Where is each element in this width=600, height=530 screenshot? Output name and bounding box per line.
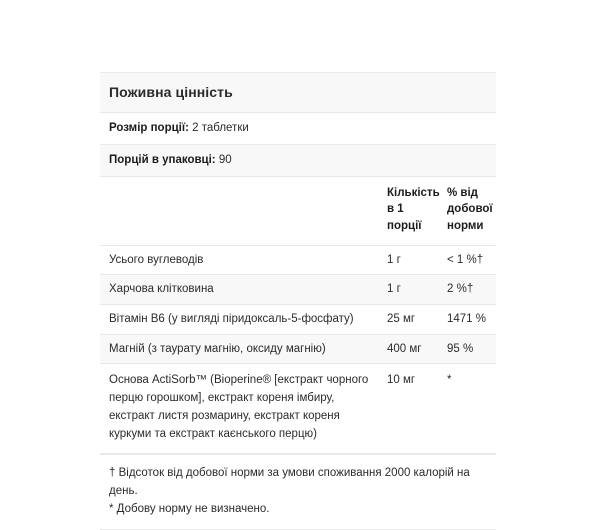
column-header-daily-value (438, 176, 496, 245)
footnote-daily-value: † Відсоток від добової норми за умови споживання 2000 калорій на день. (109, 466, 470, 497)
nutrient-name: Магній (з таурату магнію, оксиду магнію) (100, 334, 378, 364)
nutrient-daily-value: * (438, 364, 496, 453)
column-header-daily-value-line2: добової (447, 203, 493, 216)
nutrient-amount: 10 мг (378, 364, 438, 453)
nutrient-name: Усього вуглеводів (100, 245, 378, 275)
nutrient-name: Основа ActiSorb™ (Bioperine® [екстракт чорного перцю горошком], екстракт кореня імбиру, екстракт листя розмарину, екстракт кореня куркуми та екстракт каєнського перцю) (100, 364, 378, 453)
column-header-daily-value-line3: норми (447, 219, 484, 232)
nutrient-amount: 1 г (378, 275, 438, 305)
table-row (100, 364, 496, 453)
table-row (100, 275, 496, 305)
column-header-amount-line2: в 1 порції (387, 203, 422, 232)
supplement-facts-panel (100, 72, 496, 530)
column-header-amount-line1: Кількість (387, 186, 440, 199)
serving-size-value: 2 таблетки (192, 122, 249, 135)
column-header-name (100, 176, 378, 245)
servings-per-container-label: Порцій в упаковці: (109, 153, 216, 166)
footnote-no-daily-value: * Добову норму не визначено. (109, 503, 270, 516)
nutrient-daily-value: < 1 %† (438, 245, 496, 275)
table-row-title (100, 73, 496, 113)
nutrient-name: Харчова клітковина (100, 275, 378, 305)
nutrient-daily-value: 2 %† (438, 275, 496, 305)
nutrient-amount: 1 г (378, 245, 438, 275)
table-row-servings-per-container (100, 144, 496, 176)
serving-size-label: Розмір порції: (109, 122, 189, 135)
page-title: Поживна цінність (100, 73, 496, 113)
nutrient-daily-value: 95 % (438, 334, 496, 364)
servings-per-container-cell (100, 144, 496, 176)
footnotes (100, 454, 496, 530)
table-row-serving-size (100, 113, 496, 145)
nutrient-amount: 400 мг (378, 334, 438, 364)
nutrient-daily-value: 1471 % (438, 305, 496, 335)
column-header-amount (378, 176, 438, 245)
nutrient-amount: 25 мг (378, 305, 438, 335)
supplement-facts-table (100, 72, 496, 454)
serving-size-cell (100, 113, 496, 145)
table-row (100, 245, 496, 275)
servings-per-container-value: 90 (218, 153, 232, 166)
column-header-daily-value-line1: % від (447, 186, 478, 199)
table-header-row (100, 176, 496, 245)
table-row (100, 334, 496, 364)
table-row (100, 305, 496, 335)
nutrient-name: Вітамін B6 (у вигляді піридоксаль-5-фосфату) (100, 305, 378, 335)
